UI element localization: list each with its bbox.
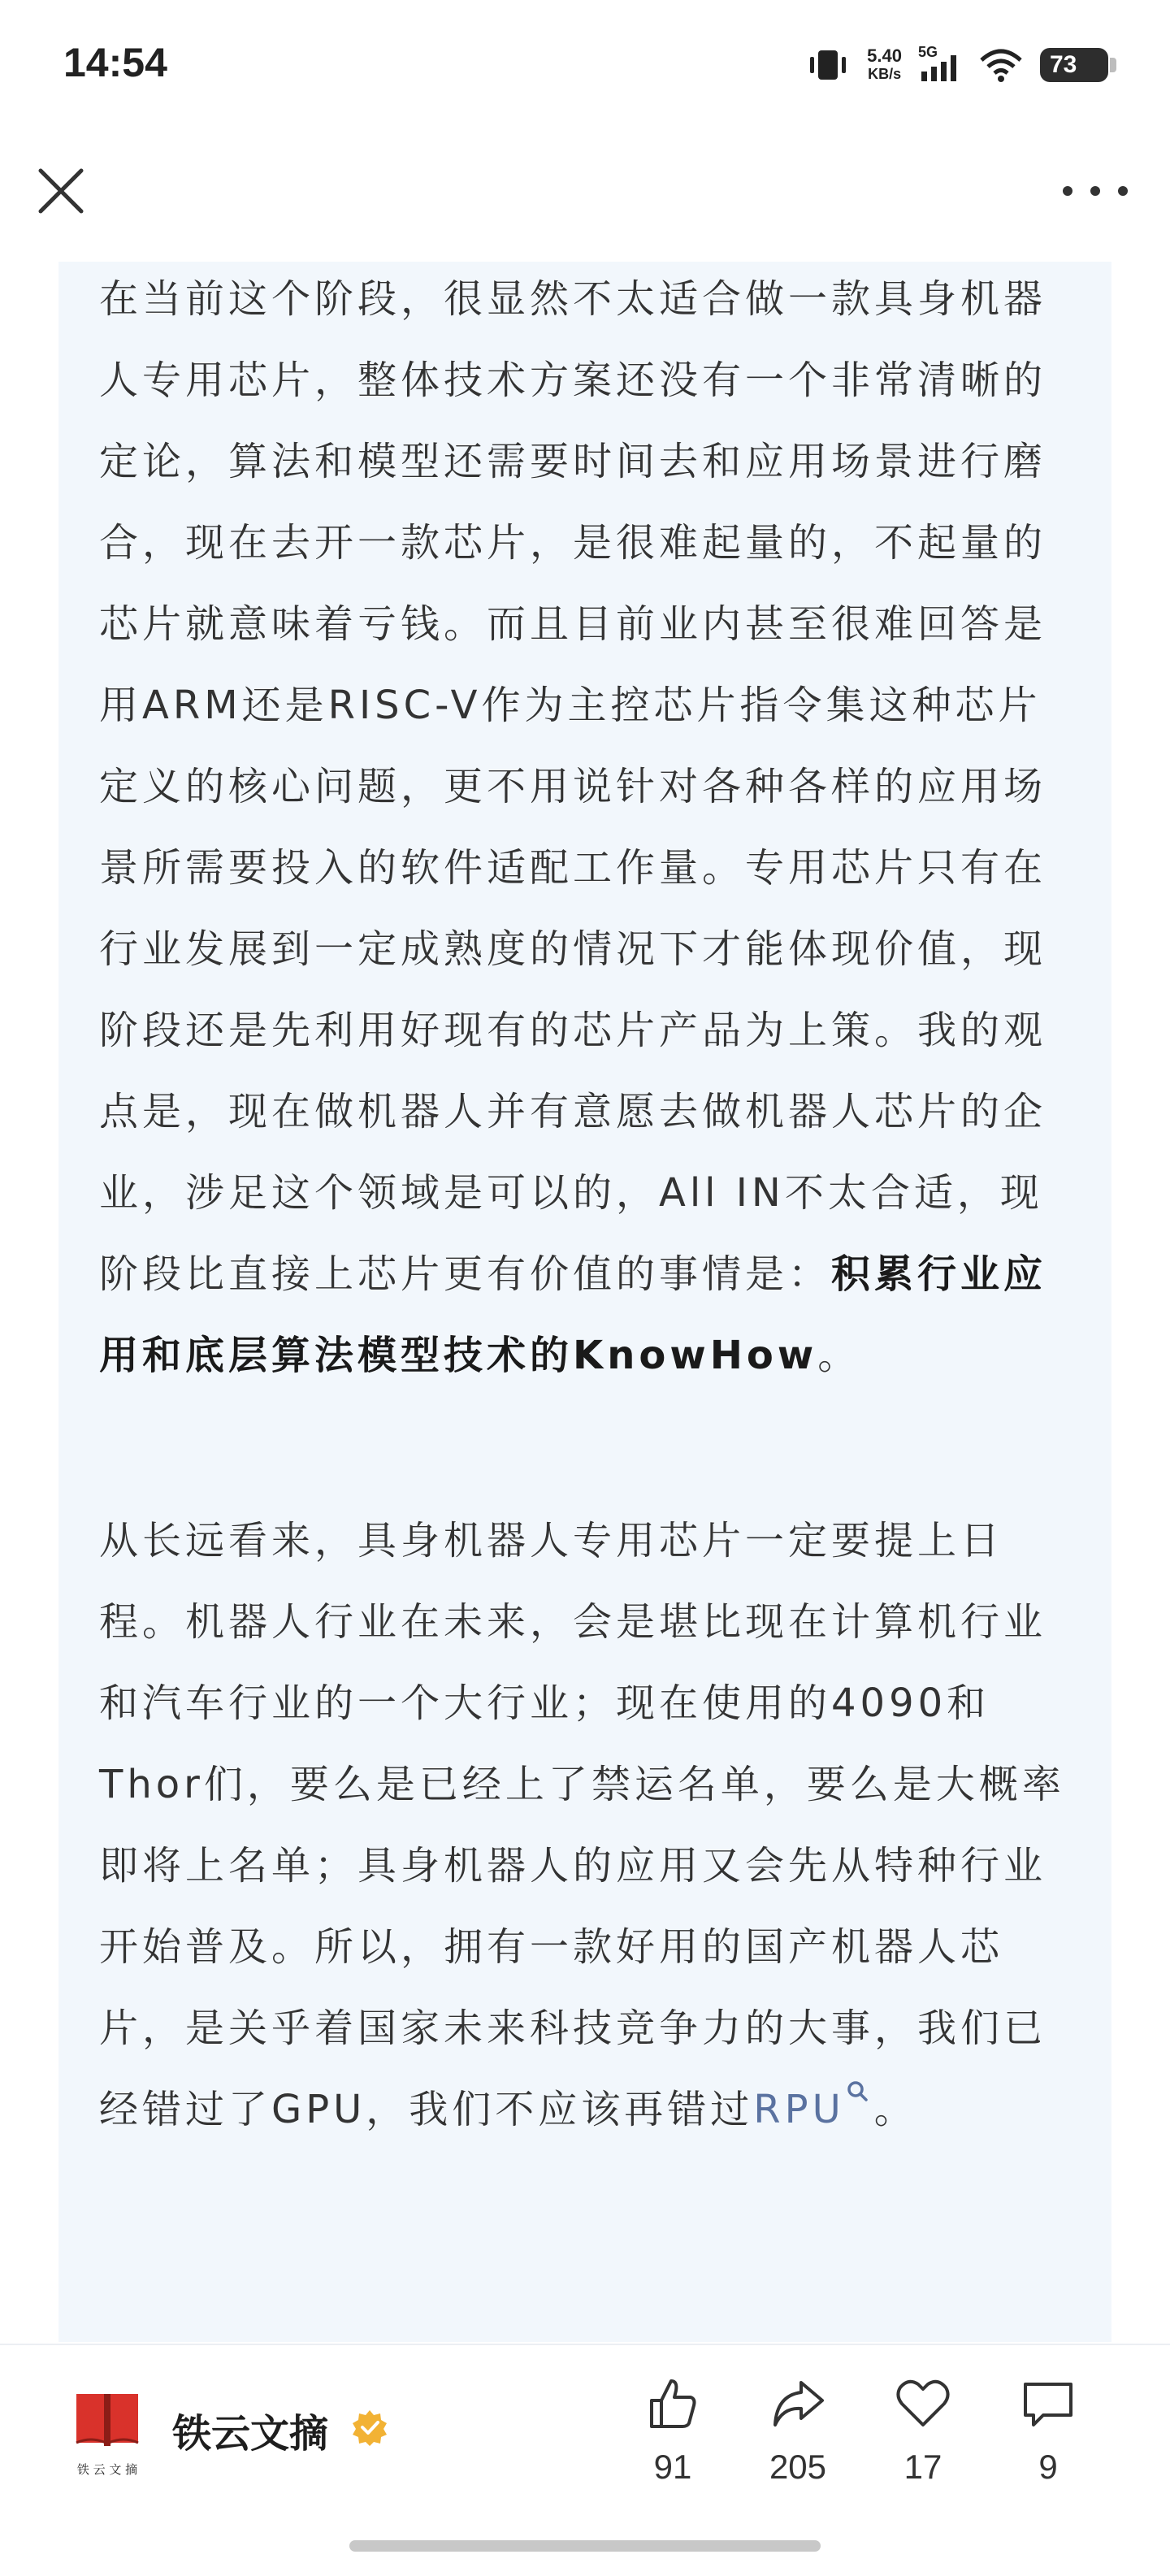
paragraph-end: 。 [873, 2087, 917, 2132]
network-speed-unit: KB/s [868, 66, 902, 82]
like-button[interactable] [616, 2374, 730, 2487]
more-icon [1090, 186, 1100, 196]
comment-icon [1019, 2374, 1077, 2433]
favorite-count: 17 [904, 2448, 942, 2486]
more-button[interactable] [1063, 167, 1128, 215]
paragraph-text: 从长远看来，具身机器人专用芯片一定要提上日程。机器人行业在未来，会是堪比现在计算机行业和汽车行业的一个大行业；现在使用的4090和Thor们，要么是已经上了禁运名单，要么是大概率即将上名单；具身机器人的应用又会先从特种行业开始普及。所以，拥有一款好用的国产机器人芯片，是关乎着国家未来科技竞争力的大事，我们已经错过了GPU，我们不应该再错过 [99, 1518, 1065, 2132]
author-name[interactable]: 铁云文摘 [172, 2411, 329, 2457]
top-nav-bar [0, 130, 1170, 260]
share-icon [769, 2374, 827, 2433]
more-icon [1063, 186, 1072, 196]
paragraph-end: 。 [817, 1333, 861, 1378]
vibrate-icon [805, 47, 851, 83]
author-avatar[interactable] [65, 2389, 150, 2477]
like-count: 91 [653, 2448, 692, 2486]
search-icon[interactable] [845, 2080, 874, 2105]
paragraph-text: 在当前这个阶段，很显然不太适合做一款具身机器人专用芯片，整体技术方案还没有一个非常清晰的定论，算法和模型还需要时间去和应用场景进行磨合，现在去开一款芯片，是很难起量的，不起量的芯片就意味着亏钱。而且目前业内甚至很难回答是用ARM还是RISC-V作为主控芯片指令集这种芯片定义的核心问题，更不用说针对各种各样的应用场景所需要投入的软件适配工作量。专用芯片只有在行业发展到一定成熟度的情况下才能体现价值，现阶段还是先利用好现有的芯片产品为上策。我的观点是，现在做机器人并有意愿去做机器人芯片的企业，涉足这个领域是可以的，All IN不太合适，现阶段比直接上芯片更有价值的事情是： [99, 276, 1047, 1297]
home-indicator[interactable] [349, 2540, 821, 2552]
signal-icon [918, 44, 962, 83]
paragraph-bold-text: 积累行业应用和底层算法模型技术的KnowHow [99, 1251, 1047, 1378]
status-time: 14:54 [63, 40, 167, 85]
more-icon [1118, 186, 1128, 196]
network-speed [867, 47, 902, 83]
bottom-action-bar [0, 2344, 1170, 2576]
share-count: 205 [769, 2448, 827, 2486]
heart-icon [894, 2374, 952, 2433]
battery-indicator [1040, 48, 1108, 82]
favorite-button[interactable] [866, 2374, 980, 2487]
verified-badge-icon [351, 2409, 388, 2446]
rpu-link-text[interactable]: RPU [753, 2087, 845, 2132]
network-type: 5G [918, 44, 938, 60]
article-paragraph-2 [99, 1500, 1066, 2150]
network-speed-value: 5.40 [867, 46, 902, 66]
close-icon [32, 163, 89, 219]
close-button[interactable] [32, 163, 89, 219]
article-paragraph-1 [99, 258, 1066, 1396]
thumbs-up-icon [644, 2374, 702, 2433]
book-logo-icon [65, 2389, 150, 2457]
comment-button[interactable] [991, 2374, 1105, 2487]
status-icons [805, 41, 1108, 89]
wifi-icon [978, 47, 1024, 83]
logo-caption: 铁 云 文 摘 [76, 2462, 138, 2477]
battery-level: 73 [1050, 51, 1077, 78]
rpu-search-link[interactable] [753, 2087, 873, 2132]
comment-count: 9 [1038, 2448, 1058, 2486]
status-bar [0, 0, 1170, 130]
share-button[interactable] [741, 2374, 855, 2487]
